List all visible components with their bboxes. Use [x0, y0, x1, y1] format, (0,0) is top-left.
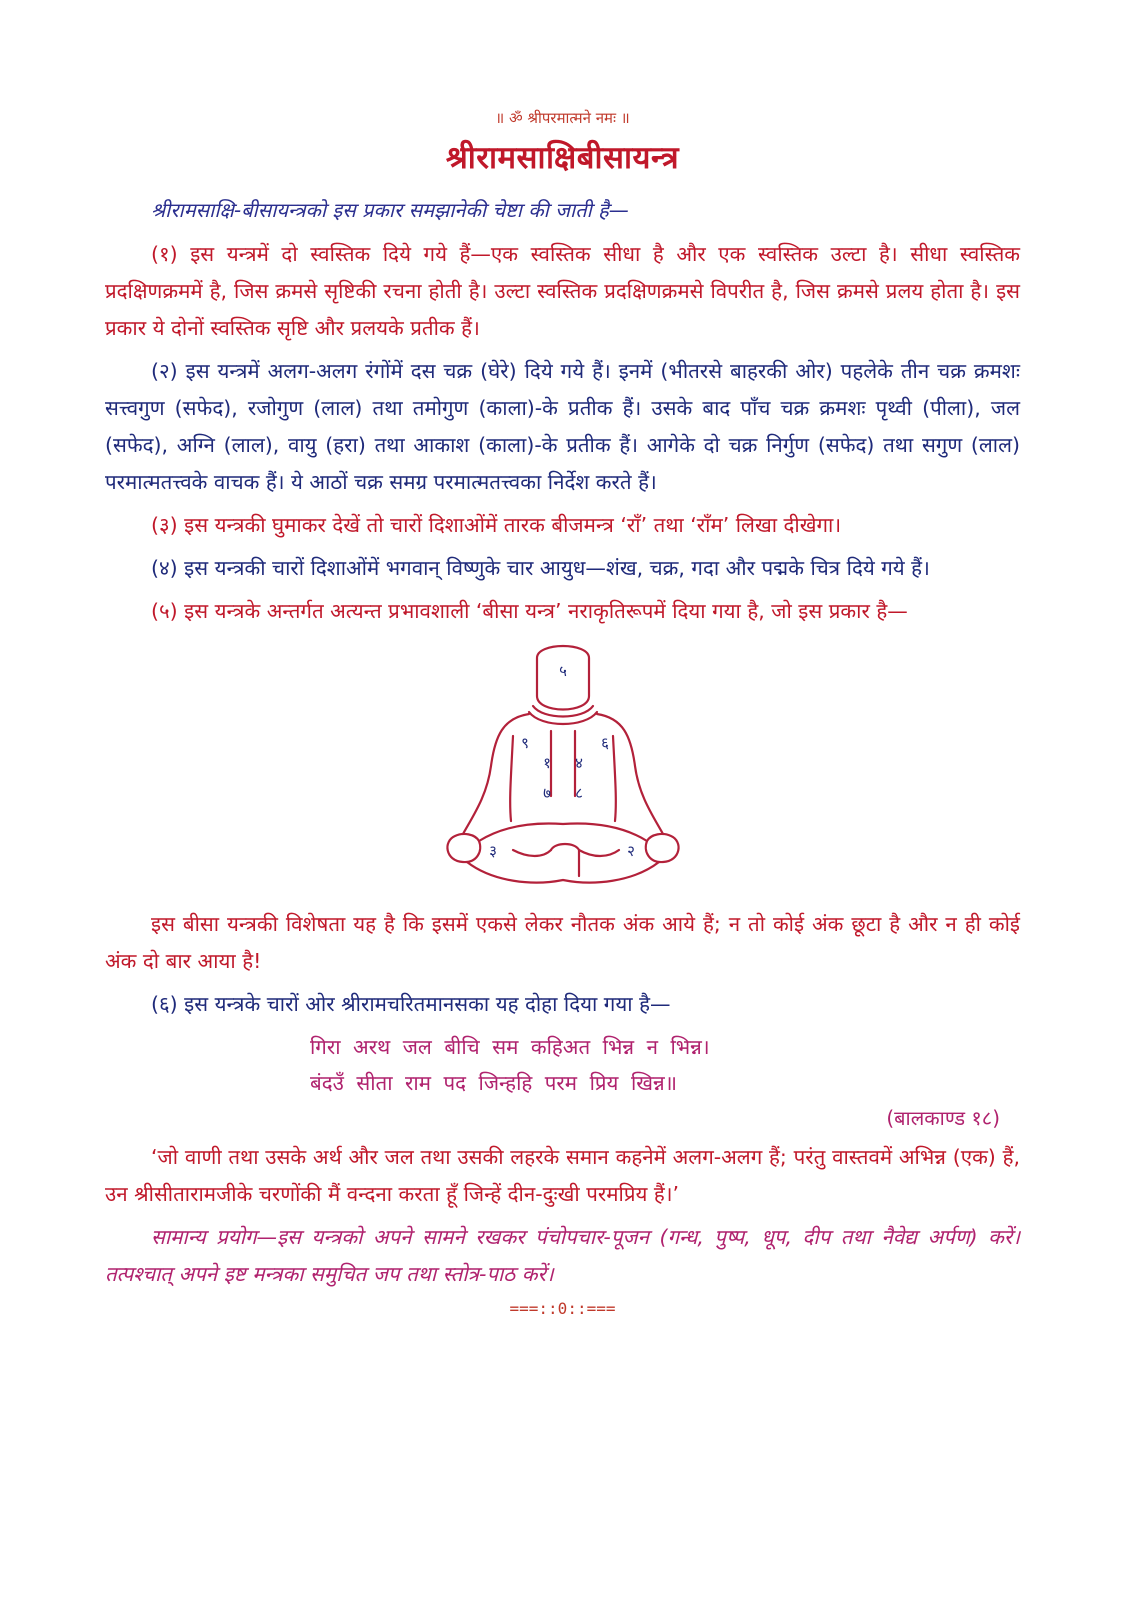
paragraph-7: (६) इस यन्त्रके चारों ओर श्रीरामचरितमानसका यह दोहा दिया गया है— [151, 992, 671, 1016]
doha-line-2: बंदउँ सीता राम पद जिन्हहि परम प्रिय खिन्न॥ [310, 1071, 678, 1095]
page-title: श्रीरामसाक्षिबीसायन्त्र [445, 140, 680, 176]
right-hand [645, 834, 678, 862]
figure-number-right-knee: २ [626, 842, 635, 860]
paragraph-2: (२) इस यन्त्रमें अलग-अलग रंगोंमें दस चक्र (घेरे) दिये गये हैं। इनमें (भीतरसे बाहरकी ओर) पहलेके तीन चक्र क्रमशः सत्त्वगुण (सफेद), रजोगुण (लाल) तथा तमोगुण (काला)-के प्रतीक हैं। उसके बाद पाँच चक्र क्रमशः पृथ्वी (पीला), जल (सफेद), अग्नि (लाल), वायु (हरा) तथा आकाश (काला)-के प्रतीक हैं। आगेके दो चक्र निर्गुण (सफेद) तथा सगुण (लाल) परमात्मतत्त्वके वाचक हैं। ये आठों चक्र समग्र परमात्मतत्त्वका निर्देश करते हैं। [105, 359, 1020, 494]
figure-number-head: ५ [558, 662, 567, 680]
figure-number-right-shoulder: ६ [600, 734, 609, 752]
doha-verse [310, 1029, 1020, 1101]
paragraph-8: ‘जो वाणी तथा उसके अर्थ और जल तथा उसकी लहरके समान कहनेमें अलग-अलग हैं; परंतु वास्तवमें अभिन्न (एक) हैं, उन श्रीसीतारामजीके चरणोंकी मैं वन्दना करता हूँ जिन्हें दीन-दुःखी परमप्रिय हैं।’ [105, 1145, 1020, 1206]
figure-number-belly-right: ८ [574, 784, 583, 802]
doha-reference: (बालकाण्ड १८) [886, 1106, 1000, 1130]
paragraph-5: (५) इस यन्त्रके अन्तर्गत अत्यन्त प्रभावशाली ‘बीसा यन्त्र’ नराकृतिरूपमें दिया गया है, जो इस प्रकार है— [151, 599, 908, 623]
left-hand [447, 834, 480, 862]
figure-number-chest-right: ४ [574, 754, 583, 772]
figure-number-left-shoulder: ९ [520, 734, 529, 752]
paragraph-6: इस बीसा यन्त्रकी विशेषता यह है कि इसमें एकसे लेकर नौतक अंक आये हैं; न तो कोई अंक छूटा है और न ही कोई अंक दो बार आया है! [105, 912, 1020, 973]
figure-number-belly-left: ७ [542, 784, 551, 802]
paragraph-4: (४) इस यन्त्रकी चारों दिशाओंमें भगवान् विष्णुके चार आयुध—शंख, चक्र, गदा और पद्मके चित्र दिये गये हैं। [151, 556, 930, 580]
seated-figure-yantra [433, 636, 693, 896]
invocation: ॥ ॐ श्रीपरमात्मने नमः ॥ [495, 109, 630, 127]
figure-number-left-knee: ३ [488, 842, 497, 860]
figure-number-chest-left: १ [542, 754, 551, 772]
paragraph-1: (१) इस यन्त्रमें दो स्वस्तिक दिये गये हैं—एक स्वस्तिक सीधा है और एक स्वस्तिक उल्टा है। सीधा स्वस्तिक प्रदक्षिणक्रममें है, जिस क्रमसे सृष्टिकी रचना होती है। उल्टा स्वस्तिक प्रदक्षिणक्रमसे विपरीत है, जिस क्रमसे प्रलय होता है। इस प्रकार ये दोनों स्वस्तिक सृष्टि और प्रलयके प्रतीक हैं। [105, 242, 1020, 340]
paragraph-3: (३) इस यन्त्रकी घुमाकर देखें तो चारों दिशाओंमें तारक बीजमन्त्र ‘राँ’ तथा ‘राँम’ लिखा दीखेगा। [151, 513, 842, 537]
intro-line: श्रीरामसाक्षि-बीसायन्त्रको इस प्रकार समझानेकी चेष्टा की जाती है— [151, 198, 629, 222]
doha-line-1: गिरा अरथ जल बीचि सम कहिअत भिन्न न भिन्न। [310, 1035, 710, 1059]
paragraph-9: सामान्य प्रयोग—इस यन्त्रको अपने सामने रखकर पंचोपचार-पूजन (गन्ध, पुष्प, धूप, दीप तथा नैवेद्य अर्पण) करें। तत्पश्चात् अपने इष्ट मन्त्रका समुचित जप तथा स्तोत्र-पाठ करें। [105, 1225, 1020, 1286]
end-mark: ===::0::=== [509, 1299, 616, 1318]
document-page [105, 108, 1020, 1318]
